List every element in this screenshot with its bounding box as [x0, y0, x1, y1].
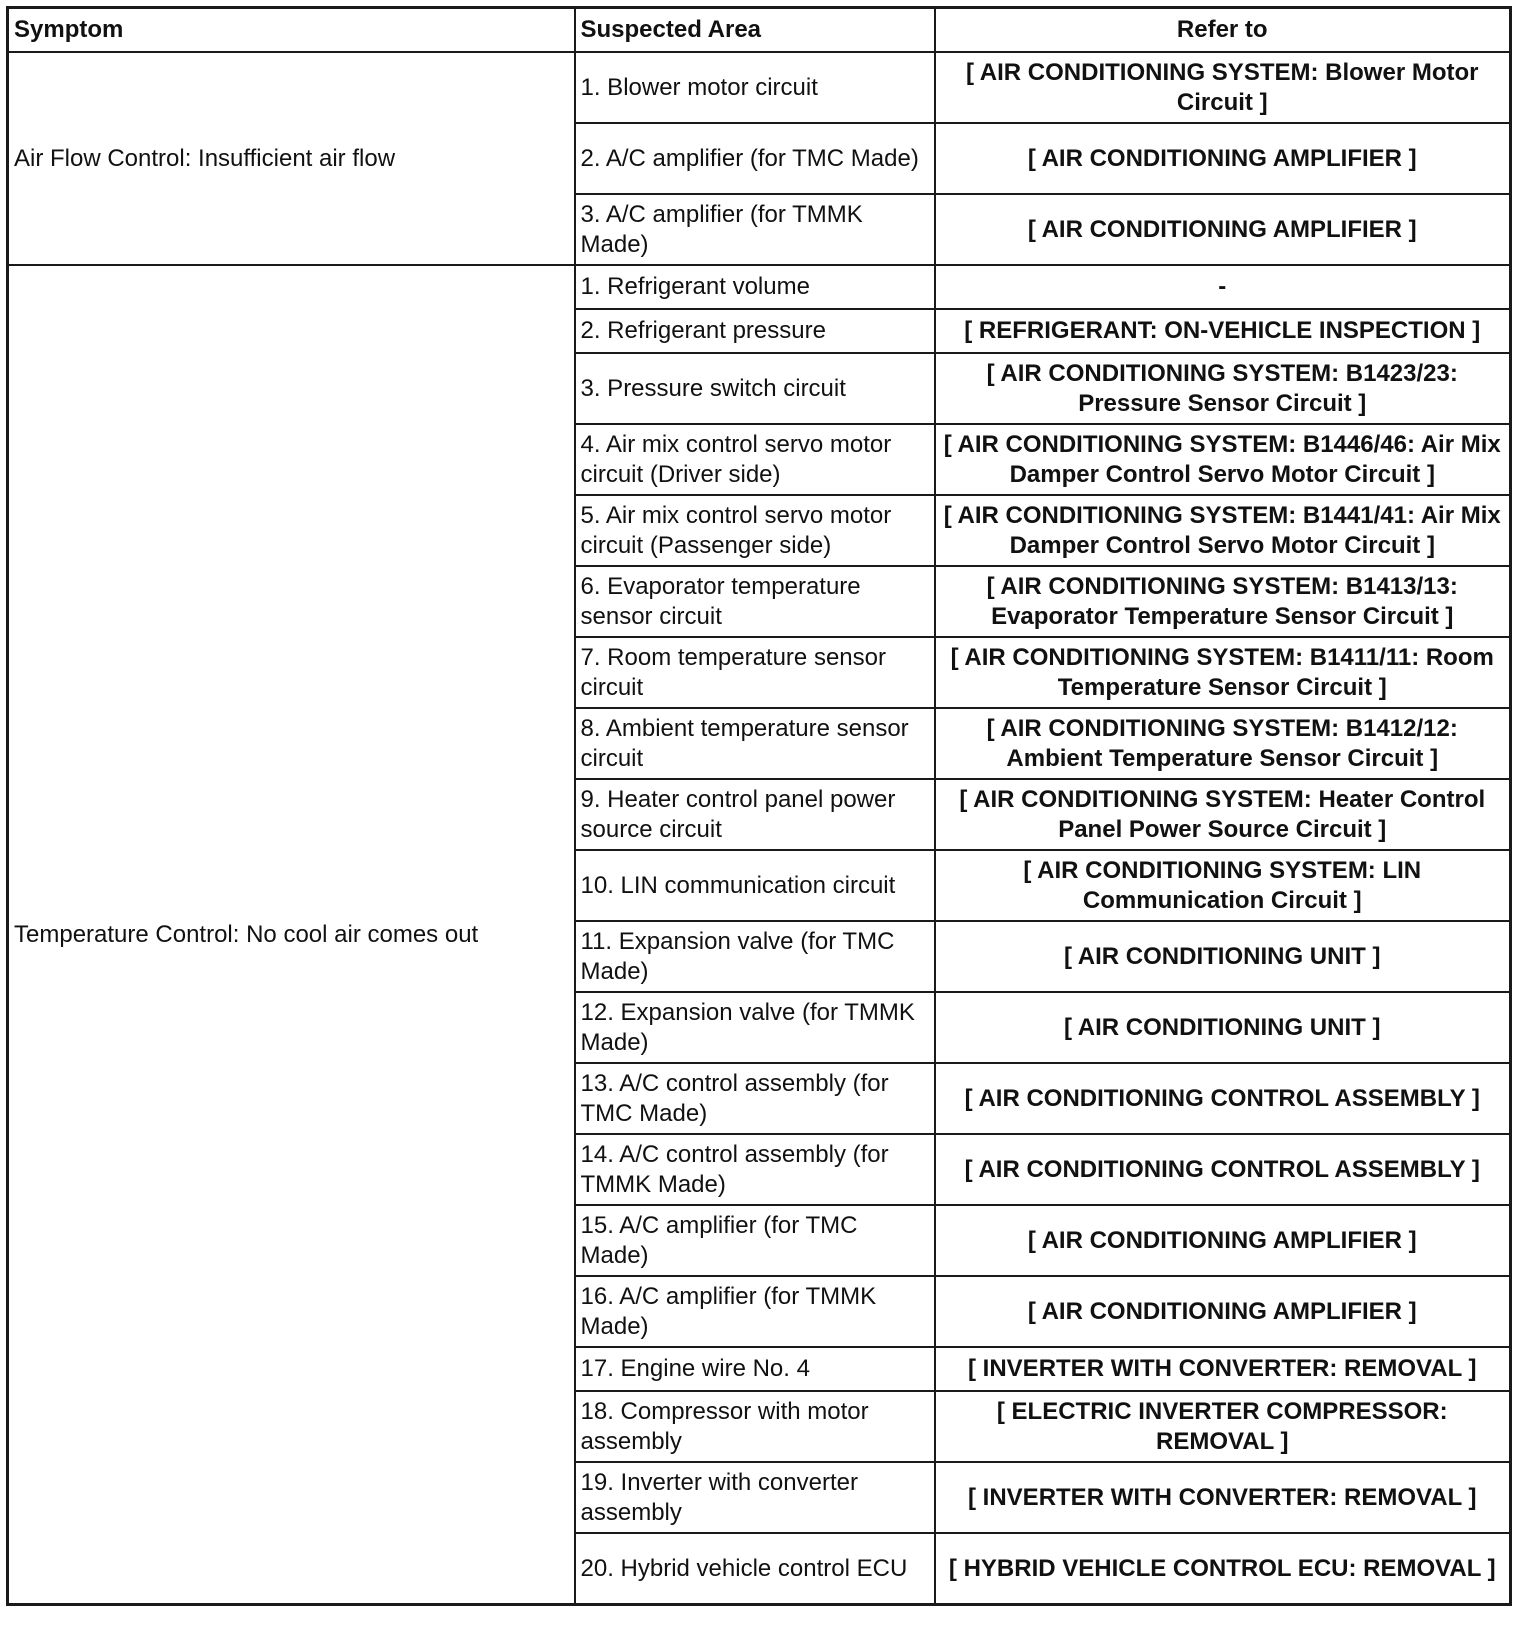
refer-to-cell: - — [935, 265, 1511, 309]
refer-to-link[interactable]: [ INVERTER WITH CONVERTER: REMOVAL ] — [935, 1462, 1511, 1533]
refer-to-link[interactable]: [ AIR CONDITIONING CONTROL ASSEMBLY ] — [935, 1134, 1511, 1205]
suspected-area-cell: 2. Refrigerant pressure — [575, 309, 935, 353]
symptom-cell: Temperature Control: No cool air comes out — [8, 265, 575, 1605]
refer-to-link[interactable]: [ AIR CONDITIONING AMPLIFIER ] — [935, 1205, 1511, 1276]
suspected-area-cell: 13. A/C control assembly (for TMC Made) — [575, 1063, 935, 1134]
header-refer-to: Refer to — [935, 8, 1511, 53]
suspected-area-cell: 15. A/C amplifier (for TMC Made) — [575, 1205, 935, 1276]
refer-to-link[interactable]: [ AIR CONDITIONING AMPLIFIER ] — [935, 123, 1511, 194]
suspected-area-cell: 14. A/C control assembly (for TMMK Made) — [575, 1134, 935, 1205]
header-symptom: Symptom — [8, 8, 575, 53]
suspected-area-cell: 8. Ambient temperature sensor circuit — [575, 708, 935, 779]
refer-to-link[interactable]: [ AIR CONDITIONING SYSTEM: B1411/11: Room Temperature Sensor Circuit ] — [935, 637, 1511, 708]
refer-to-link[interactable]: [ AIR CONDITIONING UNIT ] — [935, 921, 1511, 992]
refer-to-link[interactable]: [ AIR CONDITIONING SYSTEM: B1423/23: Pressure Sensor Circuit ] — [935, 353, 1511, 424]
table-header-row — [8, 8, 1511, 53]
refer-to-link[interactable]: [ HYBRID VEHICLE CONTROL ECU: REMOVAL ] — [935, 1533, 1511, 1605]
suspected-area-cell: 19. Inverter with converter assembly — [575, 1462, 935, 1533]
refer-to-link[interactable]: [ AIR CONDITIONING SYSTEM: B1441/41: Air Mix Damper Control Servo Motor Circuit ] — [935, 495, 1511, 566]
suspected-area-cell: 7. Room temperature sensor circuit — [575, 637, 935, 708]
suspected-area-cell: 6. Evaporator temperature sensor circuit — [575, 566, 935, 637]
suspected-area-cell: 11. Expansion valve (for TMC Made) — [575, 921, 935, 992]
refer-to-link[interactable]: [ INVERTER WITH CONVERTER: REMOVAL ] — [935, 1347, 1511, 1391]
suspected-area-cell: 1. Refrigerant volume — [575, 265, 935, 309]
refer-to-link[interactable]: [ AIR CONDITIONING SYSTEM: B1412/12: Ambient Temperature Sensor Circuit ] — [935, 708, 1511, 779]
refer-to-link[interactable]: [ AIR CONDITIONING CONTROL ASSEMBLY ] — [935, 1063, 1511, 1134]
refer-to-link[interactable]: [ AIR CONDITIONING SYSTEM: LIN Communication Circuit ] — [935, 850, 1511, 921]
refer-to-link[interactable]: [ AIR CONDITIONING SYSTEM: Blower Motor Circuit ] — [935, 52, 1511, 123]
suspected-area-cell: 2. A/C amplifier (for TMC Made) — [575, 123, 935, 194]
suspected-area-cell: 9. Heater control panel power source circuit — [575, 779, 935, 850]
suspected-area-cell: 17. Engine wire No. 4 — [575, 1347, 935, 1391]
suspected-area-cell: 5. Air mix control servo motor circuit (Passenger side) — [575, 495, 935, 566]
refer-to-link[interactable]: [ AIR CONDITIONING AMPLIFIER ] — [935, 1276, 1511, 1347]
suspected-area-cell: 12. Expansion valve (for TMMK Made) — [575, 992, 935, 1063]
problem-symptoms-table — [6, 6, 1512, 1606]
refer-to-link[interactable]: [ AIR CONDITIONING SYSTEM: Heater Control Panel Power Source Circuit ] — [935, 779, 1511, 850]
suspected-area-cell: 3. Pressure switch circuit — [575, 353, 935, 424]
refer-to-link[interactable]: [ AIR CONDITIONING SYSTEM: B1413/13: Evaporator Temperature Sensor Circuit ] — [935, 566, 1511, 637]
refer-to-link[interactable]: [ AIR CONDITIONING UNIT ] — [935, 992, 1511, 1063]
suspected-area-cell: 1. Blower motor circuit — [575, 52, 935, 123]
suspected-area-cell: 16. A/C amplifier (for TMMK Made) — [575, 1276, 935, 1347]
suspected-area-cell: 4. Air mix control servo motor circuit (Driver side) — [575, 424, 935, 495]
suspected-area-cell: 18. Compressor with motor assembly — [575, 1391, 935, 1462]
refer-to-link[interactable]: [ ELECTRIC INVERTER COMPRESSOR: REMOVAL ] — [935, 1391, 1511, 1462]
refer-to-link[interactable]: [ REFRIGERANT: ON-VEHICLE INSPECTION ] — [935, 309, 1511, 353]
header-suspected-area: Suspected Area — [575, 8, 935, 53]
table-row — [8, 265, 1511, 309]
suspected-area-cell: 3. A/C amplifier (for TMMK Made) — [575, 194, 935, 265]
refer-to-link[interactable]: [ AIR CONDITIONING AMPLIFIER ] — [935, 194, 1511, 265]
suspected-area-cell: 10. LIN communication circuit — [575, 850, 935, 921]
table-row — [8, 52, 1511, 123]
suspected-area-cell: 20. Hybrid vehicle control ECU — [575, 1533, 935, 1605]
symptom-cell: Air Flow Control: Insufficient air flow — [8, 52, 575, 265]
refer-to-link[interactable]: [ AIR CONDITIONING SYSTEM: B1446/46: Air Mix Damper Control Servo Motor Circuit ] — [935, 424, 1511, 495]
